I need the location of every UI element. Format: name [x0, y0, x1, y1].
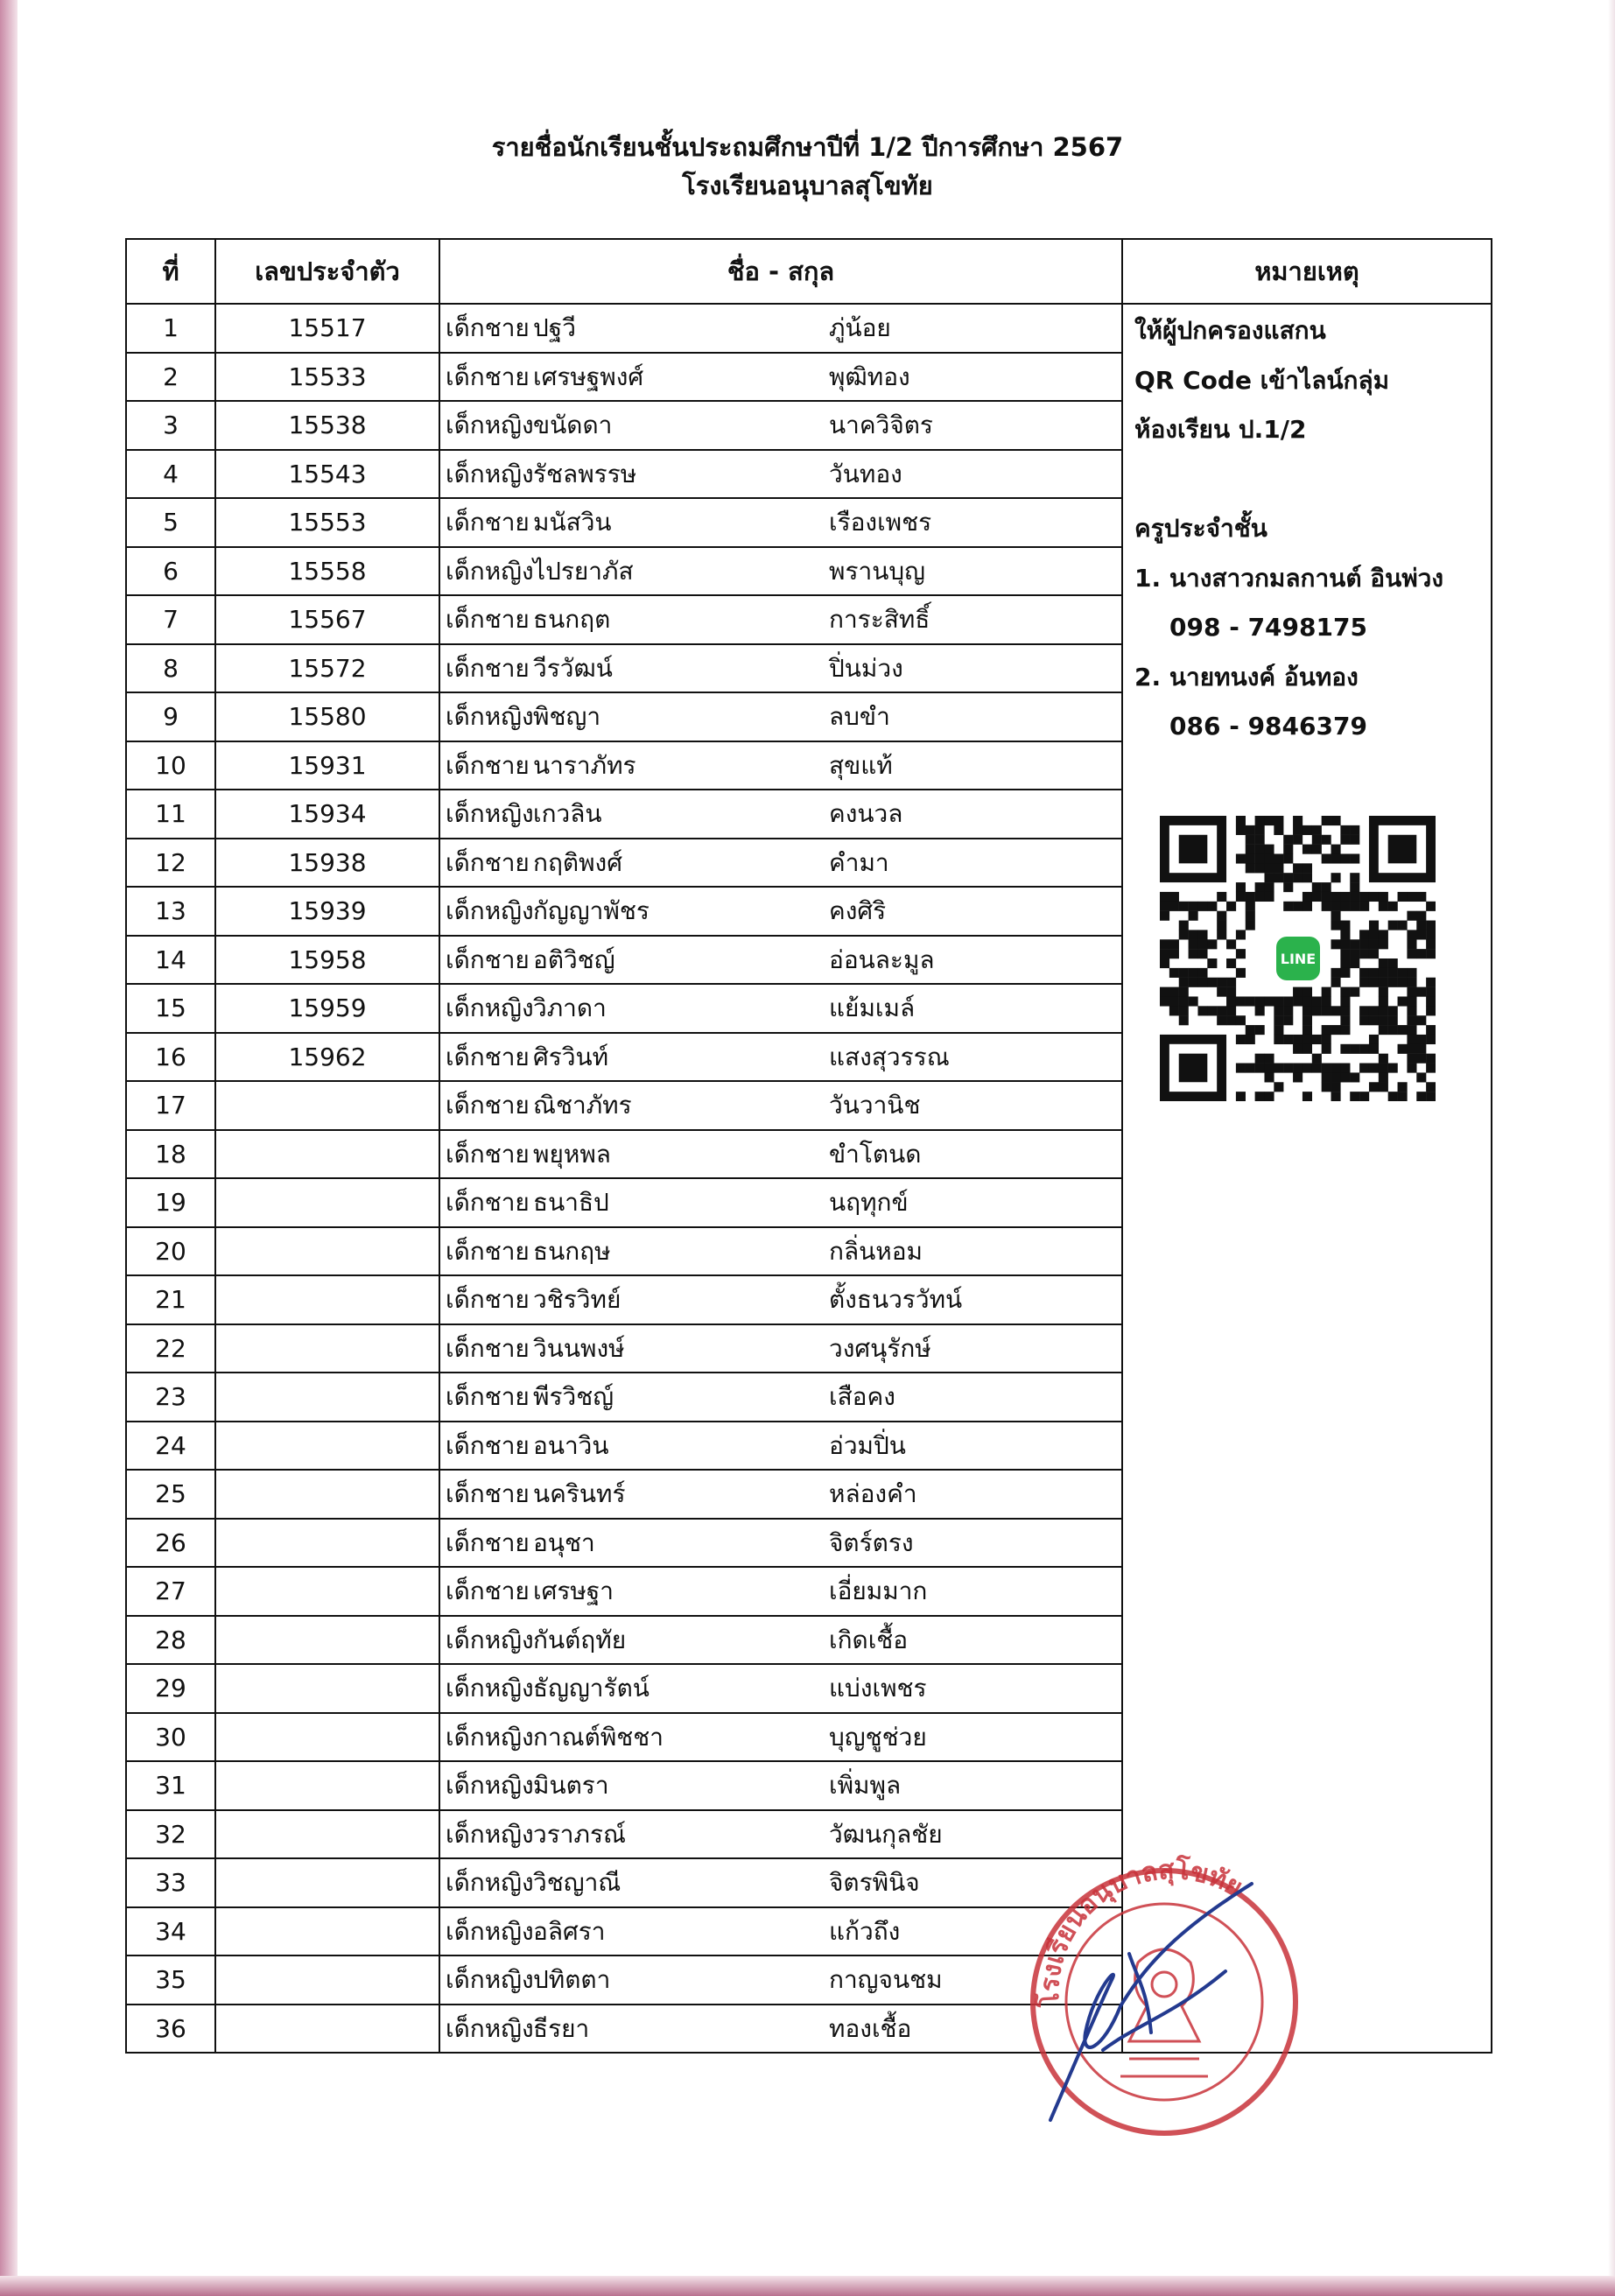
name-prefix: เด็กหญิง: [446, 1819, 534, 1849]
student-name: [439, 1470, 1122, 1519]
first-name: เศรษฐพงศ์: [533, 362, 644, 391]
name-prefix: เด็กหญิง: [446, 1722, 534, 1752]
last-name: จิตร์ตรง: [829, 1527, 914, 1557]
name-prefix: เด็กหญิง: [446, 799, 534, 829]
last-name: ทองเชื้อ: [829, 2013, 912, 2043]
student-name: [439, 1227, 1122, 1276]
name-prefix: เด็กชาย: [446, 1527, 530, 1557]
page-edge-right: [1608, 0, 1615, 2296]
row-number: 15: [126, 984, 215, 1033]
first-name: กฤติพงศ์: [533, 847, 622, 877]
student-name: [439, 1519, 1122, 1568]
last-name: พรานบุญ: [829, 556, 925, 586]
row-number: 29: [126, 1664, 215, 1713]
name-prefix: เด็กชาย: [446, 1236, 530, 1266]
row-number: 30: [126, 1713, 215, 1762]
row-number: 36: [126, 2005, 215, 2054]
student-name: [439, 790, 1122, 839]
row-number: 26: [126, 1519, 215, 1568]
teacher-1-phone: 098 - 7498175: [1169, 613, 1367, 642]
row-number: 8: [126, 644, 215, 693]
student-name: [439, 1324, 1122, 1373]
row-number: 23: [126, 1373, 215, 1422]
name-prefix: เด็กหญิง: [446, 1965, 534, 1995]
student-id: [215, 1567, 439, 1616]
last-name: อ่วมปิ่น: [829, 1430, 906, 1460]
row-number: 28: [126, 1616, 215, 1665]
student-id: [215, 1130, 439, 1179]
row-number: 6: [126, 547, 215, 596]
name-prefix: เด็กชาย: [446, 847, 530, 877]
last-name: ขำโตนด: [829, 1139, 922, 1169]
first-name: วินนพงษ์: [533, 1333, 625, 1363]
row-number: 11: [126, 790, 215, 839]
name-prefix: เด็กหญิง: [446, 702, 534, 732]
student-id: 15567: [215, 595, 439, 644]
name-prefix: เด็กชาย: [446, 1188, 530, 1218]
last-name: จิตรพินิจ: [829, 1868, 920, 1898]
student-id: 15572: [215, 644, 439, 693]
name-prefix: เด็กหญิง: [446, 459, 534, 488]
remark-instruction-1: ให้ผู้ปกครองแสกน: [1134, 316, 1326, 345]
student-name: [439, 1616, 1122, 1665]
last-name: หล่องคำ: [829, 1479, 917, 1509]
student-name: [439, 887, 1122, 936]
school-name: โรงเรียนอนุบาลสุโขทัย: [682, 171, 933, 200]
last-name: พุฒิทอง: [829, 362, 910, 391]
first-name: พยุหพล: [533, 1139, 611, 1169]
row-number: 12: [126, 839, 215, 888]
last-name: อ่อนละมูล: [829, 944, 935, 974]
last-name: แก้วถึง: [829, 1916, 901, 1946]
last-name: วันวานิช: [829, 1091, 921, 1120]
student-name: [439, 1081, 1122, 1130]
first-name: ศิรวินท์: [533, 1042, 609, 1071]
student-id: [215, 1227, 439, 1276]
last-name: กลิ่นหอม: [829, 1236, 923, 1266]
row-number: 35: [126, 1955, 215, 2005]
last-name: แบ่งเพชร: [829, 1674, 927, 1703]
row-number: 27: [126, 1567, 215, 1616]
student-id: [215, 1324, 439, 1373]
student-name: [439, 692, 1122, 741]
student-id: 15553: [215, 498, 439, 547]
student-id: 15962: [215, 1033, 439, 1082]
document-heading: [0, 128, 1615, 205]
student-name: [439, 450, 1122, 499]
student-name: [439, 595, 1122, 644]
row-number: 22: [126, 1324, 215, 1373]
student-name: [439, 839, 1122, 888]
last-name: คงศิริ: [829, 896, 887, 926]
row-number: 21: [126, 1275, 215, 1324]
first-name: เศรษฐา: [533, 1576, 614, 1606]
name-prefix: เด็กชาย: [446, 1285, 530, 1315]
first-name: ธนกฤต: [533, 605, 611, 635]
first-name: ณิชาภัทร: [533, 1091, 632, 1120]
line-group-qr-code[interactable]: [1160, 816, 1436, 1101]
name-prefix: เด็กชาย: [446, 313, 530, 343]
first-name: ปทิตตา: [533, 1965, 611, 1995]
page-edge-left: [0, 0, 18, 2296]
student-name: [439, 936, 1122, 985]
last-name: เรืองเพชร: [829, 508, 932, 537]
last-name: คงนวล: [829, 799, 903, 829]
name-prefix: เด็กชาย: [446, 1430, 530, 1460]
name-prefix: เด็กหญิง: [446, 1625, 534, 1654]
row-number: 5: [126, 498, 215, 547]
student-id: [215, 1907, 439, 1956]
student-name: [439, 984, 1122, 1033]
first-name: กันต์ฤทัย: [533, 1625, 627, 1654]
student-id: [215, 1955, 439, 2005]
student-id: [215, 1810, 439, 1859]
student-id: [215, 1664, 439, 1713]
student-id: 15538: [215, 401, 439, 450]
table-header-row: [126, 239, 1492, 304]
student-name: [439, 741, 1122, 790]
student-id: [215, 1761, 439, 1810]
row-number: 7: [126, 595, 215, 644]
name-prefix: เด็กชาย: [446, 508, 530, 537]
student-id: 15959: [215, 984, 439, 1033]
first-name: กาณต์พิชชา: [533, 1722, 664, 1752]
last-name: ตั้งธนวรวัทน์: [829, 1285, 963, 1315]
student-id: [215, 1422, 439, 1471]
first-name: อลิศรา: [533, 1916, 606, 1946]
student-name: [439, 1761, 1122, 1810]
row-number: 34: [126, 1907, 215, 1956]
student-id: [215, 1178, 439, 1227]
first-name: มินตรา: [533, 1771, 609, 1801]
student-id: 15931: [215, 741, 439, 790]
student-id: 15517: [215, 304, 439, 353]
last-name: แสงสุวรรณ: [829, 1042, 950, 1071]
last-name: สุขแท้: [829, 750, 893, 780]
first-name: วชิรวิทย์: [533, 1285, 621, 1315]
name-prefix: เด็กชาย: [446, 1042, 530, 1071]
last-name: วัฒนกุลชัย: [829, 1819, 943, 1849]
name-prefix: เด็กชาย: [446, 1479, 530, 1509]
first-name: รัชลพรรษ: [533, 459, 637, 488]
name-prefix: เด็กหญิง: [446, 2013, 534, 2043]
student-id: 15533: [215, 353, 439, 402]
last-name: ภู่น้อย: [829, 313, 891, 343]
teacher-2-phone: 086 - 9846379: [1169, 712, 1367, 741]
last-name: วงศนุรักษ์: [829, 1333, 931, 1363]
row-number: 3: [126, 401, 215, 450]
student-name: [439, 1422, 1122, 1471]
student-id: [215, 1858, 439, 1907]
teacher-1-name: 1. นางสาวกมลกานต์ อินพ่วง: [1134, 563, 1444, 593]
student-name: [439, 1033, 1122, 1082]
first-name: ธนาธิป: [533, 1188, 609, 1218]
student-name: [439, 1275, 1122, 1324]
row-number: 25: [126, 1470, 215, 1519]
last-name: กาญจนชม: [829, 1965, 943, 1995]
student-name: [439, 401, 1122, 450]
first-name: ไปรยาภัส: [533, 556, 634, 586]
last-name: คำมา: [829, 847, 889, 877]
student-id: [215, 1713, 439, 1762]
student-id: [215, 1373, 439, 1422]
name-prefix: เด็กชาย: [446, 653, 530, 683]
student-id: 15958: [215, 936, 439, 985]
name-prefix: เด็กหญิง: [446, 1771, 534, 1801]
remark-instruction-2: QR Code เข้าไลน์กลุ่ม: [1134, 365, 1390, 395]
first-name: ธัญญารัตน์: [533, 1674, 650, 1703]
first-name: อนุชา: [533, 1527, 595, 1557]
student-id: [215, 1470, 439, 1519]
last-name: เกิดเชื้อ: [829, 1625, 909, 1654]
student-id: 15938: [215, 839, 439, 888]
last-name: นฤทุกข์: [829, 1188, 909, 1218]
row-number: 32: [126, 1810, 215, 1859]
first-name: พีรวิชญ์: [533, 1382, 614, 1412]
remark-spacer: [1134, 455, 1485, 505]
row-number: 17: [126, 1081, 215, 1130]
name-prefix: เด็กชาย: [446, 1576, 530, 1606]
header-student-id: เลขประจำตัว: [215, 239, 439, 304]
first-name: ขนัดดา: [533, 411, 613, 440]
student-id: 15934: [215, 790, 439, 839]
student-name: [439, 547, 1122, 596]
line-app-icon: LINE: [1276, 937, 1320, 980]
row-number: 18: [126, 1130, 215, 1179]
row-number: 13: [126, 887, 215, 936]
student-id: 15939: [215, 887, 439, 936]
student-name: [439, 304, 1122, 353]
row-number: 4: [126, 450, 215, 499]
page-edge-bottom: [0, 2276, 1615, 2296]
row-number: 16: [126, 1033, 215, 1082]
row-number: 10: [126, 741, 215, 790]
row-number: 1: [126, 304, 215, 353]
student-name: [439, 1713, 1122, 1762]
last-name: ลบขำ: [829, 702, 890, 732]
name-prefix: เด็กชาย: [446, 1139, 530, 1169]
first-name: อติวิชญ์: [533, 944, 615, 974]
seal-text: โรงเรียนอนุบาลสุโขทัย: [1034, 1854, 1248, 2008]
remark-instruction-3: ห้องเรียน ป.1/2: [1134, 415, 1307, 444]
name-prefix: เด็กหญิง: [446, 1916, 534, 1946]
last-name: เอี่ยมมาก: [829, 1576, 928, 1606]
name-prefix: เด็กหญิง: [446, 896, 534, 926]
student-id: [215, 1081, 439, 1130]
student-name: [439, 1567, 1122, 1616]
first-name: เกวลิน: [533, 799, 602, 829]
student-id: [215, 1616, 439, 1665]
school-seal-stamp: [998, 1831, 1331, 2146]
student-name: [439, 644, 1122, 693]
row-number: 19: [126, 1178, 215, 1227]
remarks-panel: [1134, 306, 1485, 752]
teacher-2-name: 2. นายทนงค์ อ้นทอง: [1134, 662, 1359, 692]
row-number: 2: [126, 353, 215, 402]
last-name: บุญชูช่วย: [829, 1722, 927, 1752]
last-name: เพิ่มพูล: [829, 1771, 902, 1801]
name-prefix: เด็กหญิง: [446, 411, 534, 440]
first-name: พิชญา: [533, 702, 601, 732]
name-prefix: เด็กชาย: [446, 362, 530, 391]
header-remark: หมายเหตุ: [1122, 239, 1492, 304]
name-prefix: เด็กหญิง: [446, 1868, 534, 1898]
first-name: ปฐวี: [533, 313, 576, 343]
header-no: ที่: [126, 239, 215, 304]
first-name: ธนกฤษ: [533, 1236, 611, 1266]
last-name: แย้มเมล์: [829, 994, 916, 1023]
student-name: [439, 1178, 1122, 1227]
first-name: ธีรยา: [533, 2013, 590, 2043]
first-name: นาราภัทร: [533, 750, 636, 780]
last-name: การะสิทธิ์: [829, 605, 930, 635]
header-name: ชื่อ - สกุล: [439, 239, 1122, 304]
name-prefix: เด็กชาย: [446, 944, 530, 974]
student-name: [439, 498, 1122, 547]
name-prefix: เด็กชาย: [446, 750, 530, 780]
name-prefix: เด็กหญิง: [446, 994, 534, 1023]
first-name: วีรวัฒน์: [533, 653, 613, 683]
name-prefix: เด็กชาย: [446, 1333, 530, 1363]
name-prefix: เด็กหญิง: [446, 1674, 534, 1703]
name-prefix: เด็กหญิง: [446, 556, 534, 586]
name-prefix: เด็กชาย: [446, 1382, 530, 1412]
document-title: รายชื่อนักเรียนชั้นประถมศึกษาปีที่ 1/2 ปีการศึกษา 2567: [491, 132, 1124, 162]
student-name: [439, 1664, 1122, 1713]
student-name: [439, 1373, 1122, 1422]
teachers-heading: ครูประจำชั้น: [1134, 514, 1267, 543]
name-prefix: เด็กชาย: [446, 605, 530, 635]
student-name: [439, 353, 1122, 402]
student-name: [439, 1130, 1122, 1179]
last-name: ปิ่นม่วง: [829, 653, 903, 683]
row-number: 14: [126, 936, 215, 985]
row-number: 33: [126, 1858, 215, 1907]
row-number: 9: [126, 692, 215, 741]
first-name: อนาวิน: [533, 1430, 609, 1460]
first-name: วราภรณ์: [533, 1819, 626, 1849]
name-prefix: เด็กชาย: [446, 1091, 530, 1120]
row-number: 20: [126, 1227, 215, 1276]
last-name: วันทอง: [829, 459, 902, 488]
student-id: [215, 2005, 439, 2054]
first-name: นครินทร์: [533, 1479, 626, 1509]
last-name: เสือคง: [829, 1382, 895, 1412]
first-name: กัญญาพัชร: [533, 896, 650, 926]
first-name: วิภาดา: [533, 994, 607, 1023]
student-id: [215, 1275, 439, 1324]
student-id: [215, 1519, 439, 1568]
row-number: 24: [126, 1422, 215, 1471]
first-name: มนัสวิน: [533, 508, 612, 537]
student-id: 15580: [215, 692, 439, 741]
student-id: 15543: [215, 450, 439, 499]
last-name: นาควิจิตร: [829, 411, 933, 440]
row-number: 31: [126, 1761, 215, 1810]
student-id: 15558: [215, 547, 439, 596]
first-name: วิชญาณี: [533, 1868, 621, 1898]
